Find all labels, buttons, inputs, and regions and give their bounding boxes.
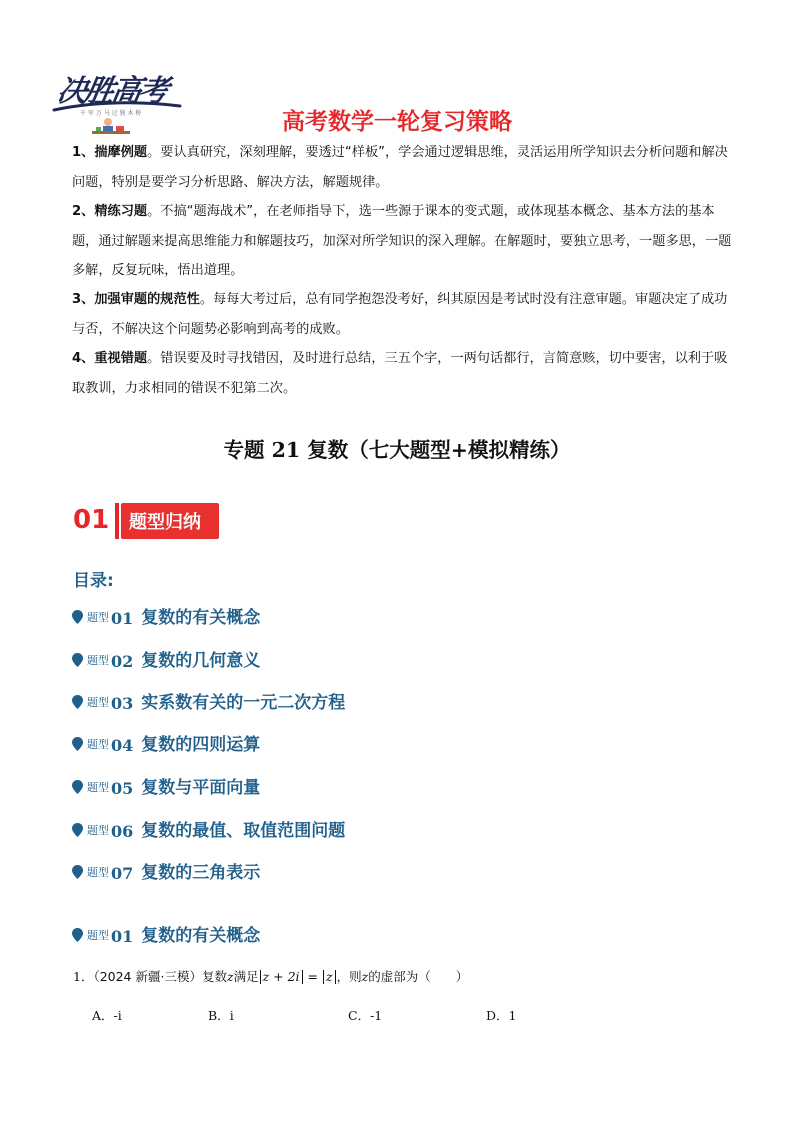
question-source: （2024 新疆·三模）	[93, 969, 202, 984]
location-pin-icon	[72, 695, 83, 709]
topic-title: 专题 21 复数（七大题型+模拟精练）	[223, 438, 571, 462]
question-number: 1．	[73, 969, 94, 984]
toc-item-number: 06	[111, 822, 134, 841]
location-pin-icon	[72, 737, 83, 751]
toc-item-number: 04	[111, 736, 134, 755]
logo-text: 决胜高考	[54, 74, 169, 109]
toc-item[interactable]	[72, 604, 260, 628]
location-pin-icon	[72, 865, 83, 879]
strategy-item	[72, 138, 732, 197]
variable-z: z	[226, 969, 234, 984]
section-number: 01	[73, 505, 110, 535]
toc-item-text: 复数的几何意义	[141, 651, 261, 671]
option-c[interactable]	[348, 1006, 382, 1024]
modulus-rhs: z	[323, 970, 336, 984]
section-label: 题型归纳	[129, 512, 201, 533]
strategy-item-heading: 1、揣摩例题	[72, 145, 148, 160]
type-heading-number: 01	[111, 927, 134, 946]
strategy-item-heading: 4、重视错题	[72, 351, 148, 366]
toc-item-text: 实系数有关的一元二次方程	[141, 693, 346, 713]
question-text-a: 复数	[201, 969, 227, 984]
equals-sign: =	[307, 969, 319, 984]
toc-item-prefix: 题型	[87, 696, 109, 709]
location-pin-icon	[72, 780, 83, 794]
type-heading-text: 复数的有关概念	[141, 926, 261, 946]
toc-item[interactable]	[72, 859, 260, 883]
type-heading-prefix: 题型	[87, 929, 109, 942]
toc-item-number: 05	[111, 779, 134, 798]
toc-item-prefix: 题型	[87, 738, 109, 751]
toc-item-text: 复数与平面向量	[141, 778, 261, 798]
toc-item-number: 01	[111, 609, 134, 628]
toc-item-number: 07	[111, 864, 134, 883]
section-badge	[115, 503, 219, 539]
option-b[interactable]	[208, 1006, 234, 1024]
section-badge-bar	[115, 503, 119, 539]
strategy-item	[72, 197, 732, 286]
strategy-title: 高考数学一轮复习策略	[282, 109, 512, 135]
strategy-item-body: 。错误要及时寻找错因，及时进行总结，三五个字，一两句话都行，言简意赅，切中要害，以利于吸取教训，力求相同的错误不犯第二次。	[72, 351, 728, 396]
toc-label: 目录:	[73, 571, 114, 591]
toc-item-number: 02	[111, 652, 134, 671]
toc-item-text: 复数的最值、取值范围问题	[141, 821, 346, 841]
option-value: -i	[113, 1008, 122, 1023]
toc-item[interactable]	[72, 817, 345, 841]
option-label: B．	[208, 1008, 230, 1023]
location-pin-icon	[72, 928, 83, 942]
toc-item[interactable]	[72, 774, 260, 798]
option-value: 1	[508, 1008, 517, 1023]
toc-item-prefix: 题型	[87, 781, 109, 794]
strategy-item-body: 。不搞“题海战术”，在老师指导下，选一些源于课本的变式题，或体现基本概念、基本方法的基本题，通过解题来提高思维能力和解题技巧，加深对所学知识的深入理解。在解题时，要独立思考，一题多思，一题多解，反复玩味，悟出道理。	[72, 204, 732, 278]
question-stem	[73, 967, 468, 985]
option-value: i	[229, 1008, 234, 1023]
question-text-b: 满足	[233, 969, 259, 984]
option-value: -1	[370, 1008, 383, 1023]
location-pin-icon	[72, 823, 83, 837]
toc-item[interactable]	[72, 731, 260, 755]
option-label: D．	[486, 1008, 509, 1023]
toc-item[interactable]	[72, 647, 260, 671]
logo-subtext: 千 军 万 马 过 独 木 桥	[80, 110, 142, 117]
type-heading	[72, 922, 260, 946]
strategy-item-body: 。每每大考过后，总有同学抱怨没考好，纠其原因是考试时没有注意审题。审题决定了成功与否，不解决这个问题势必影响到高考的成败。	[72, 292, 728, 337]
toc-item-prefix: 题型	[87, 824, 109, 837]
strategy-item	[72, 344, 732, 403]
strategy-item-heading: 3、加强审题的规范性	[72, 292, 200, 307]
option-a[interactable]	[92, 1006, 122, 1024]
option-label: A．	[92, 1008, 114, 1023]
question-text-d: 的虚部为（ ）	[368, 969, 469, 984]
toc-item-prefix: 题型	[87, 611, 109, 624]
variable-z: z	[361, 969, 369, 984]
strategy-item-body: 。要认真研究，深刻理解，要透过“样板”，学会通过逻辑思维，灵活运用所学知识去分析问题和解决问题，特别是要学习分析思路、解决方法，解题规律。	[72, 145, 728, 190]
toc-item-prefix: 题型	[87, 866, 109, 879]
toc-item-number: 03	[111, 694, 134, 713]
toc-item-text: 复数的四则运算	[141, 735, 261, 755]
strategy-item-heading: 2、精练习题	[72, 204, 148, 219]
toc-item-prefix: 题型	[87, 654, 109, 667]
modulus-lhs: z + 2i	[260, 970, 303, 984]
question-text-c: ，则	[336, 969, 362, 984]
location-pin-icon	[72, 653, 83, 667]
strategy-item	[72, 285, 732, 344]
toc-item-text: 复数的有关概念	[141, 608, 261, 628]
toc-item[interactable]	[72, 689, 345, 713]
toc-item-text: 复数的三角表示	[141, 863, 261, 883]
option-label: C．	[348, 1008, 371, 1023]
location-pin-icon	[72, 610, 83, 624]
option-d[interactable]	[486, 1006, 516, 1024]
